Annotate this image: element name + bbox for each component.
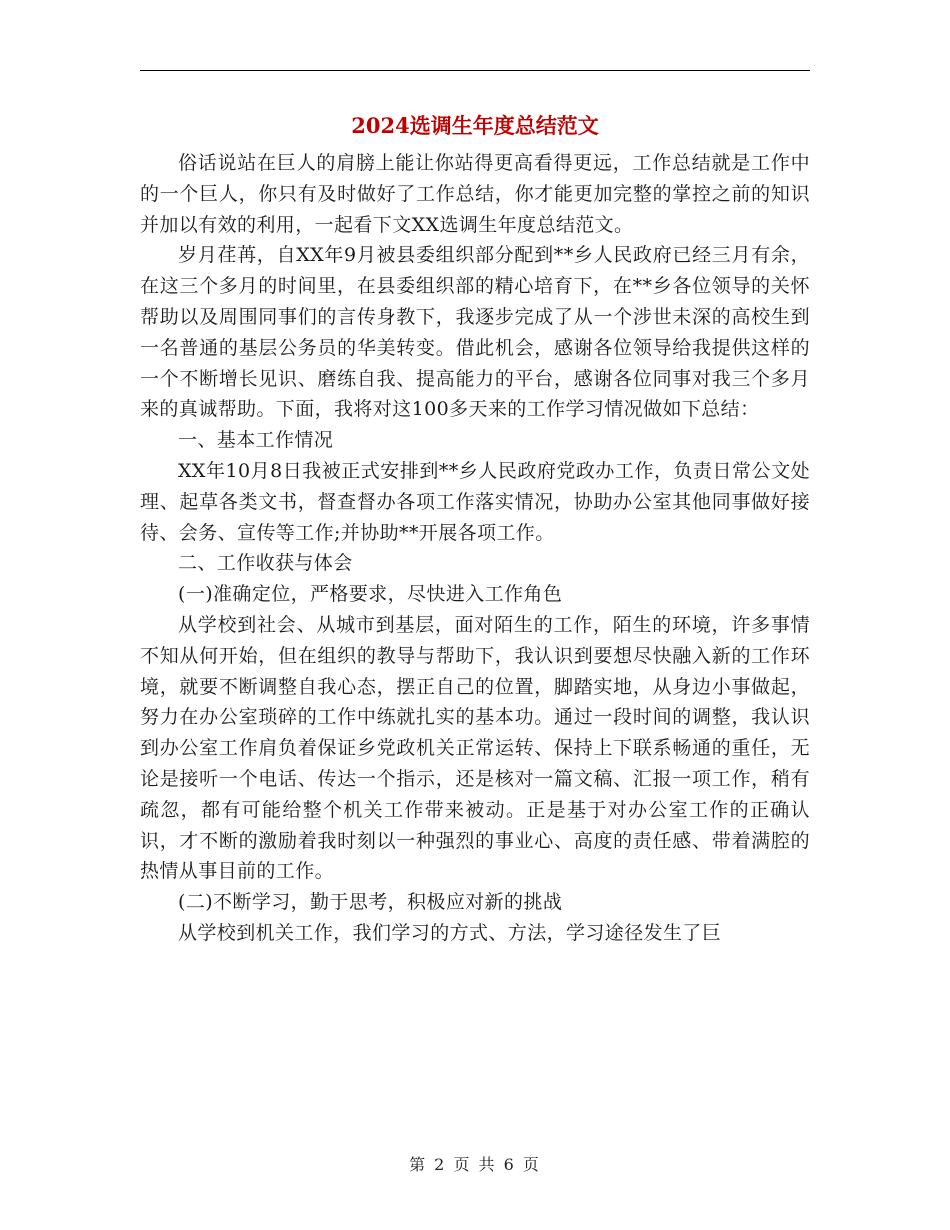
document-title: 2024选调生年度总结范文 bbox=[351, 113, 599, 138]
paragraph-basic-work: XX年10月8日我被正式安排到**乡人民政府党政办工作，负责日常公文处理、起草各类文书，督查督办各项工作落实情况，协助办公室其他同事做好接待、会务、宣传等工作;并协助**开展各项工作。 bbox=[140, 459, 810, 544]
header-rule bbox=[140, 70, 810, 71]
paragraph-learning: 从学校到机关工作，我们学习的方式、方法，学习途径发生了巨 bbox=[178, 921, 722, 944]
paragraph-opening: 岁月荏苒，自XX年9月被县委组织部分配到**乡人民政府已经三月有余，在这三个多月的时间里，在县委组织部的精心培育下，在**乡各位领导的关怀帮助以及周围同事们的言传身教下，我逐步完成了从一个涉世未深的高校生到一名普通的基层公务员的华美转变。借此机会，感谢各位领导给我提供这样的一个不断增长见识、磨练自我、提高能力的平台，感谢各位同事对我三个多月来的真诚帮助。下面，我将对这100多天来的工作学习情况做如下总结： bbox=[140, 244, 810, 421]
page-number-footer: 第 2 页 共 6 页 bbox=[409, 1155, 541, 1174]
paragraph-positioning: 从学校到社会、从城市到基层，面对陌生的工作，陌生的环境，许多事情不知从何开始，但在组织的教导与帮助下，我认识到要想尽快融入新的工作环境，就要不断调整自我心态，摆正自己的位置，脚踏实地，从身边小事做起，努力在办公室琐碎的工作中练就扎实的基本功。通过一段时间的调整，我认识到办公室工作肩负着保证乡党政机关正常运转、保持上下联系畅通的重任，无论是接听一个电话、传达一个指示，还是核对一篇文稿、汇报一项工作，稍有疏忽，都有可能给整个机关工作带来被动。正是基于对办公室工作的正确认识，才不断的激励着我时刻以一种强烈的事业心、高度的责任感、带着满腔的热情从事目前的工作。 bbox=[140, 613, 810, 883]
paragraph-intro: 俗话说站在巨人的肩膀上能让你站得更高看得更远，工作总结就是工作中的一个巨人，你只有及时做好了工作总结，你才能更加完整的掌控之前的知识并加以有效的利用，一起看下文XX选调生年度总结范文。 bbox=[140, 152, 810, 236]
section-heading-gains: 二、工作收获与体会 bbox=[178, 552, 353, 575]
subheading-learning: (二)不断学习，勤于思考，积极应对新的挑战 bbox=[178, 891, 563, 914]
subheading-positioning: (一)准确定位，严格要求，尽快进入工作角色 bbox=[178, 583, 563, 606]
section-heading-basic-work: 一、基本工作情况 bbox=[178, 429, 334, 452]
document-body bbox=[140, 148, 810, 949]
